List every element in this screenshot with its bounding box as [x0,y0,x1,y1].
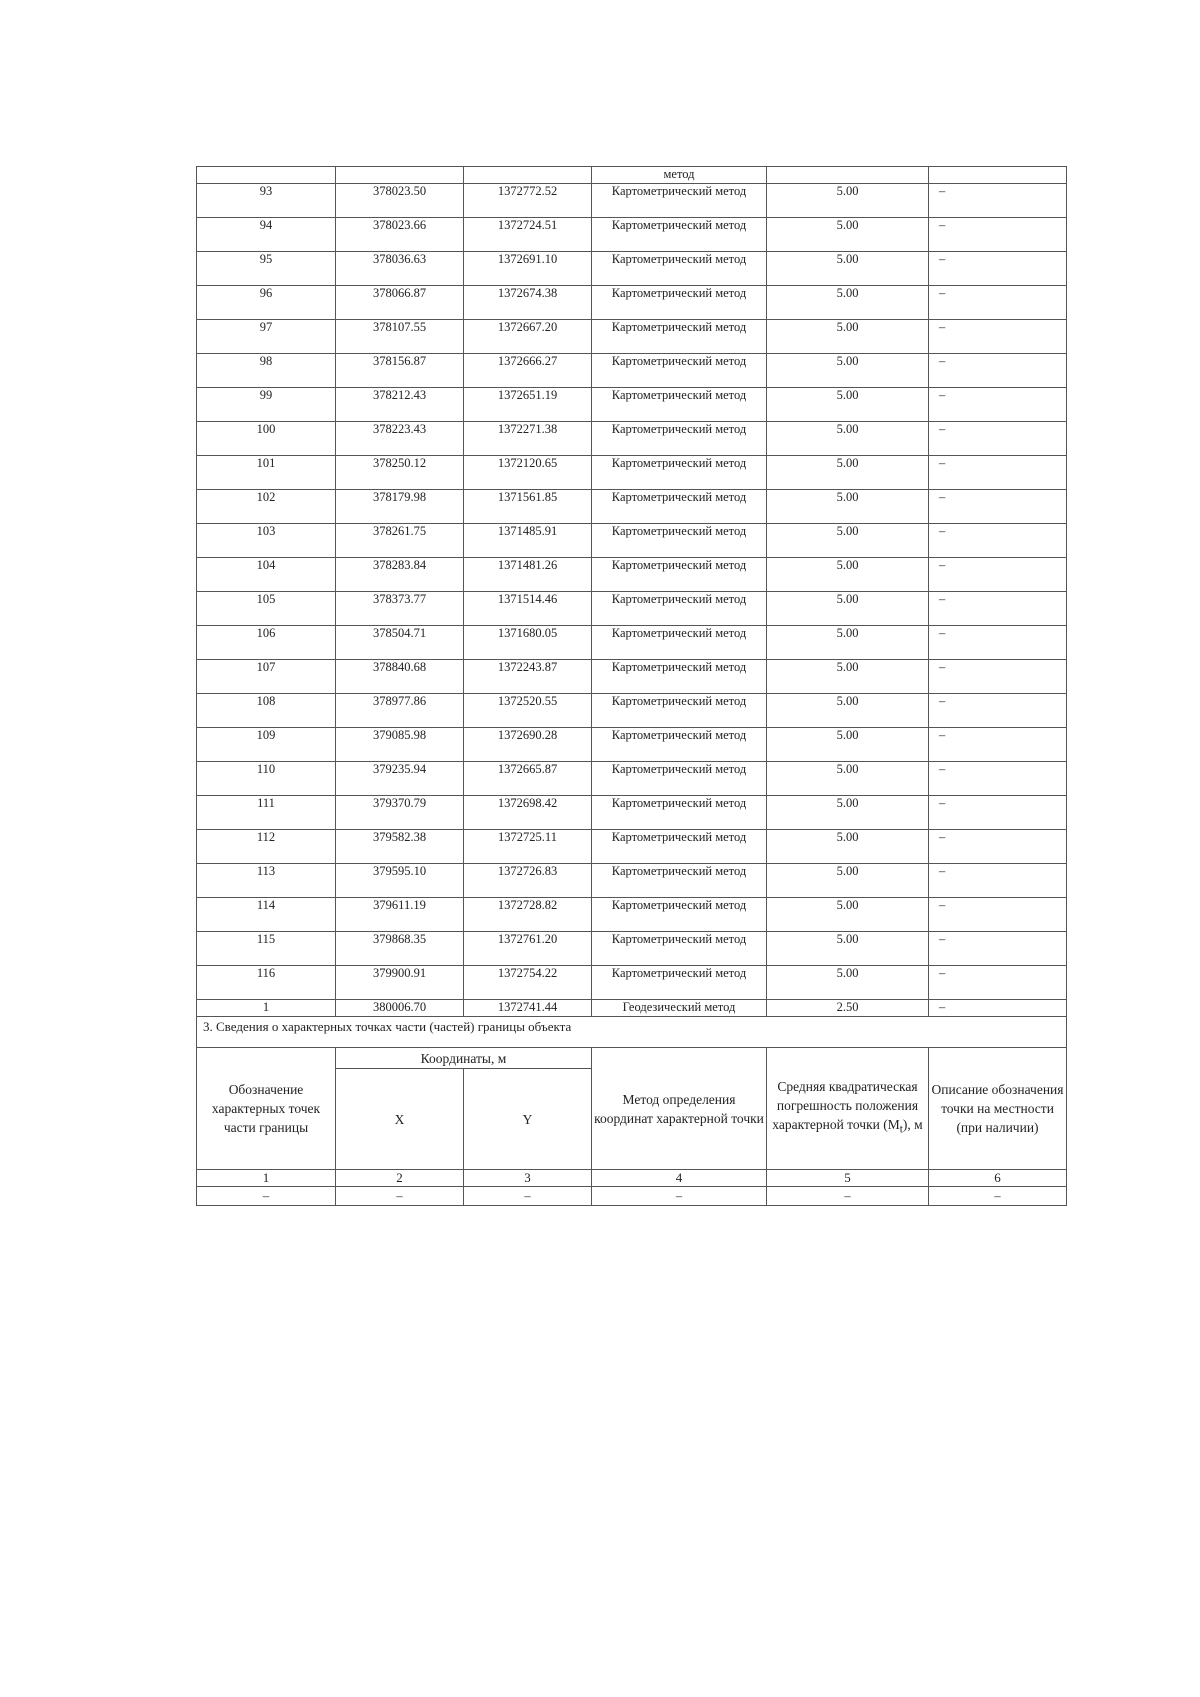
accuracy-cell: 2.50 [767,1000,929,1017]
description-cell: – [929,660,1067,694]
accuracy-cell: 5.00 [767,524,929,558]
description-cell: – [929,762,1067,796]
x-coord-cell: 379582.38 [336,830,464,864]
empty-cell: – [592,1187,767,1206]
column-number-row [197,1170,1067,1187]
table-row [197,524,1067,558]
method-cell: Картометрический метод [592,864,767,898]
description-cell: – [929,558,1067,592]
table-row [197,592,1067,626]
accuracy-cell: 5.00 [767,286,929,320]
accuracy-cell: 5.00 [767,762,929,796]
y-coord-cell: 1372761.20 [464,932,592,966]
col-number: 2 [336,1170,464,1187]
accuracy-cell: 5.00 [767,728,929,762]
accuracy-cell: 5.00 [767,320,929,354]
method-cell: Картометрический метод [592,524,767,558]
y-coord-cell: 1372271.38 [464,422,592,456]
description-cell: – [929,1000,1067,1017]
x-coord-cell: 378107.55 [336,320,464,354]
col-number: 3 [464,1170,592,1187]
description-cell: – [929,490,1067,524]
description-cell: – [929,728,1067,762]
table-row [197,252,1067,286]
x-coord-cell: 379611.19 [336,898,464,932]
method-cell: Картометрический метод [592,728,767,762]
x-coord-cell: 378023.66 [336,218,464,252]
x-coord-cell: 379595.10 [336,864,464,898]
x-coord-cell: 379900.91 [336,966,464,1000]
method-cell: Картометрический метод [592,796,767,830]
x-coord-cell: 379868.35 [336,932,464,966]
x-coord-cell: 378223.43 [336,422,464,456]
y-coord-cell: 1371514.46 [464,592,592,626]
method-cell: Картометрический метод [592,898,767,932]
x-coord-cell: 378250.12 [336,456,464,490]
x-coord-cell: 378036.63 [336,252,464,286]
x-coord-cell: 378840.68 [336,660,464,694]
method-cell: Картометрический метод [592,286,767,320]
table-row [197,898,1067,932]
description-cell: – [929,966,1067,1000]
y-coord-cell: 1372243.87 [464,660,592,694]
point-number-cell: 98 [197,354,336,388]
y-coord-cell: 1372726.83 [464,864,592,898]
x-coord-cell: 379085.98 [336,728,464,762]
method-cell: Картометрический метод [592,830,767,864]
point-number-cell: 96 [197,286,336,320]
method-cell: Картометрический метод [592,252,767,286]
description-cell: – [929,388,1067,422]
method-cell: Геодезический метод [592,1000,767,1017]
y-coord-cell: 1372691.10 [464,252,592,286]
description-cell: – [929,864,1067,898]
method-cell: метод [592,167,767,184]
method-cell: Картометрический метод [592,558,767,592]
table-row [197,218,1067,252]
table-row [197,184,1067,218]
description-cell: – [929,830,1067,864]
continuation-row [197,167,1067,184]
point-number-cell: 95 [197,252,336,286]
description-cell: – [929,626,1067,660]
description-cell: – [929,286,1067,320]
empty-cell: – [767,1187,929,1206]
point-number-cell: 108 [197,694,336,728]
point-number-cell: 109 [197,728,336,762]
accuracy-cell: 5.00 [767,592,929,626]
accuracy-cell: 5.00 [767,694,929,728]
y-coord-cell: 1372772.52 [464,184,592,218]
col-number: 6 [929,1170,1067,1187]
point-number-cell: 110 [197,762,336,796]
x-coord-cell: 378977.86 [336,694,464,728]
table-row [197,354,1067,388]
point-number-cell: 102 [197,490,336,524]
description-cell: – [929,898,1067,932]
point-number-cell: 111 [197,796,336,830]
x-coord-cell: 378023.50 [336,184,464,218]
col-number: 5 [767,1170,929,1187]
method-cell: Картометрический метод [592,490,767,524]
point-number-cell: 113 [197,864,336,898]
y-coord-cell: 1372651.19 [464,388,592,422]
y-coord-cell: 1372666.27 [464,354,592,388]
accuracy-cell: 5.00 [767,864,929,898]
y-coord-cell: 1372698.42 [464,796,592,830]
point-number-cell: 104 [197,558,336,592]
section3-title-row [197,1017,1067,1048]
method-cell: Картометрический метод [592,422,767,456]
point-number-cell: 106 [197,626,336,660]
accuracy-cell: 5.00 [767,184,929,218]
table-row [197,660,1067,694]
table-row [197,456,1067,490]
y-coord-cell: 1371485.91 [464,524,592,558]
header-description: Описание обозначения точки на местности (при наличии) [929,1048,1067,1170]
accuracy-cell: 5.00 [767,796,929,830]
table-row [197,932,1067,966]
method-cell: Картометрический метод [592,966,767,1000]
col-number: 4 [592,1170,767,1187]
y-coord-cell: 1372690.28 [464,728,592,762]
point-number-cell: 100 [197,422,336,456]
table-row [197,422,1067,456]
accuracy-cell: 5.00 [767,252,929,286]
accuracy-cell: 5.00 [767,218,929,252]
y-coord-cell: 1372665.87 [464,762,592,796]
table-row [197,830,1067,864]
y-coord-cell: 1372120.65 [464,456,592,490]
y-coord-cell: 1372754.22 [464,966,592,1000]
table-row [197,490,1067,524]
method-cell: Картометрический метод [592,218,767,252]
point-number-cell: 107 [197,660,336,694]
accuracy-cell: 5.00 [767,898,929,932]
table-row [197,1000,1067,1017]
y-coord-cell: 1371680.05 [464,626,592,660]
header-accuracy: Средняя квадратическая погрешность положения характерной точки $(M_t)$, м [767,1048,929,1170]
section-title: 3. Сведения о характерных точках части (частей) границы объекта [197,1017,1067,1048]
description-cell: – [929,592,1067,626]
y-coord-cell: 1372724.51 [464,218,592,252]
x-coord-cell: 378212.43 [336,388,464,422]
boundary-points-table [196,166,1067,1206]
document-page [196,166,1066,1206]
point-number-cell: 101 [197,456,336,490]
point-number-cell: 93 [197,184,336,218]
x-coord-cell: 378373.77 [336,592,464,626]
col-number: 1 [197,1170,336,1187]
accuracy-cell: 5.00 [767,354,929,388]
description-cell: – [929,320,1067,354]
method-cell: Картометрический метод [592,354,767,388]
method-cell: Картометрический метод [592,762,767,796]
point-number-cell: 112 [197,830,336,864]
table-row [197,558,1067,592]
accuracy-cell: 5.00 [767,966,929,1000]
empty-cell: – [929,1187,1067,1206]
description-cell: – [929,524,1067,558]
description-cell: – [929,456,1067,490]
description-cell: – [929,218,1067,252]
accuracy-cell: 5.00 [767,932,929,966]
point-number-cell: 103 [197,524,336,558]
y-coord-cell: 1372674.38 [464,286,592,320]
method-cell: Картометрический метод [592,932,767,966]
x-coord-cell: 378504.71 [336,626,464,660]
table-row [197,694,1067,728]
table-row [197,864,1067,898]
method-cell: Картометрический метод [592,626,767,660]
table-row [197,796,1067,830]
point-number-cell: 1 [197,1000,336,1017]
empty-cell: – [464,1187,592,1206]
method-cell: Картометрический метод [592,456,767,490]
x-coord-cell: 378261.75 [336,524,464,558]
x-coord-cell: 378283.84 [336,558,464,592]
point-number-cell: 114 [197,898,336,932]
x-coord-cell: 380006.70 [336,1000,464,1017]
point-number-cell: 115 [197,932,336,966]
y-coord-cell: 1371481.26 [464,558,592,592]
point-number-cell: 99 [197,388,336,422]
accuracy-cell: 5.00 [767,660,929,694]
method-cell: Картометрический метод [592,660,767,694]
y-coord-cell: 1372741.44 [464,1000,592,1017]
description-cell: – [929,796,1067,830]
table-row [197,966,1067,1000]
point-number-cell: 97 [197,320,336,354]
empty-cell: – [336,1187,464,1206]
x-coord-cell: 378179.98 [336,490,464,524]
point-number-cell: 105 [197,592,336,626]
empty-data-row [197,1187,1067,1206]
header-row-top [197,1048,1067,1069]
header-coords: Координаты, м [336,1048,592,1069]
method-cell: Картометрический метод [592,388,767,422]
method-cell: Картометрический метод [592,592,767,626]
x-coord-cell: 379235.94 [336,762,464,796]
header-method: Метод определения координат характерной точки [592,1048,767,1170]
method-cell: Картометрический метод [592,694,767,728]
empty-cell: – [197,1187,336,1206]
description-cell: – [929,694,1067,728]
accuracy-cell: 5.00 [767,558,929,592]
header-y: Y [464,1069,592,1170]
point-number-cell: 116 [197,966,336,1000]
header-point: Обозначение характерных точек части границы [197,1048,336,1170]
table-row [197,626,1067,660]
x-coord-cell: 378066.87 [336,286,464,320]
y-coord-cell: 1372725.11 [464,830,592,864]
method-cell: Картометрический метод [592,320,767,354]
y-coord-cell: 1372520.55 [464,694,592,728]
description-cell: – [929,354,1067,388]
table-row [197,762,1067,796]
table-row [197,728,1067,762]
y-coord-cell: 1372728.82 [464,898,592,932]
table-row [197,320,1067,354]
accuracy-cell: 5.00 [767,456,929,490]
y-coord-cell: 1372667.20 [464,320,592,354]
table-row [197,286,1067,320]
description-cell: – [929,422,1067,456]
method-cell: Картометрический метод [592,184,767,218]
accuracy-cell: 5.00 [767,830,929,864]
description-cell: – [929,252,1067,286]
table-row [197,388,1067,422]
x-coord-cell: 379370.79 [336,796,464,830]
header-x: X [336,1069,464,1170]
accuracy-cell: 5.00 [767,626,929,660]
description-cell: – [929,184,1067,218]
point-number-cell: 94 [197,218,336,252]
accuracy-cell: 5.00 [767,388,929,422]
x-coord-cell: 378156.87 [336,354,464,388]
y-coord-cell: 1371561.85 [464,490,592,524]
accuracy-cell: 5.00 [767,490,929,524]
description-cell: – [929,932,1067,966]
accuracy-cell: 5.00 [767,422,929,456]
